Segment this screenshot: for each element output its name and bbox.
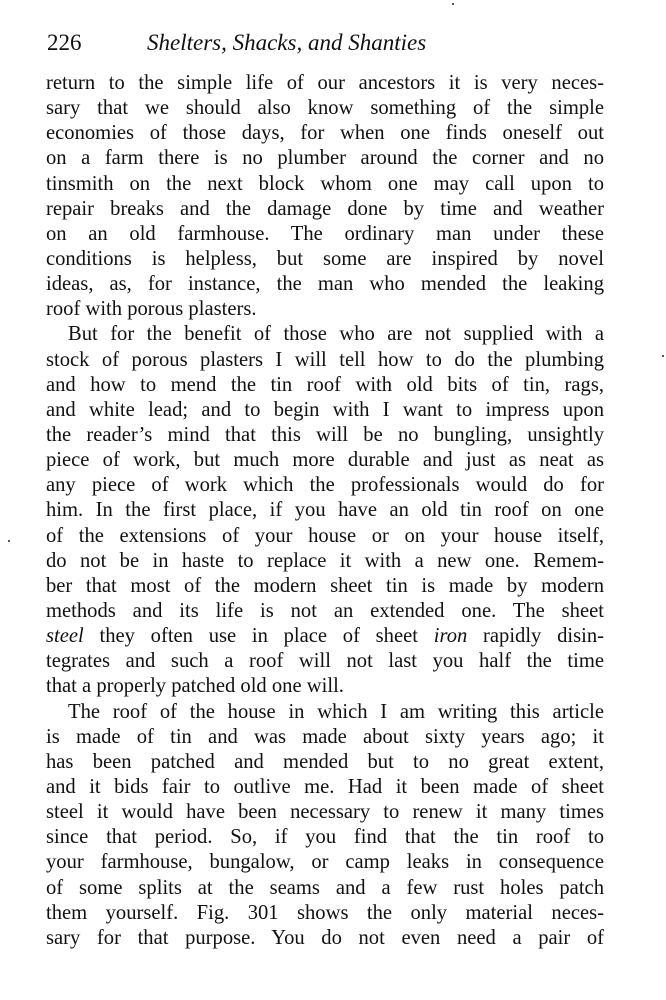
book-title: Shelters, Shacks, and Shanties [147, 30, 427, 55]
text-run: rapidly disin- [467, 625, 604, 648]
text-line: repair breaks and the damage done by time and weather [46, 197, 604, 220]
text-line: on an old farmhouse. The ordinary man under these [46, 222, 604, 245]
text-line: tegrates and such a roof will not last you half the time [46, 650, 604, 673]
text-line: and how to mend the tin roof with old bits of tin, rags, [46, 373, 604, 396]
running-head [47, 28, 607, 58]
text-line: of the extensions of your house or on your house itself, [46, 524, 604, 547]
text-line: methods and its life is not an extended one. The sheet [46, 599, 604, 622]
paragraph-3 [46, 700, 604, 951]
text-line: ideas, as, for instance, the man who mended the leaking [46, 273, 604, 296]
text-line: sary for that purpose. You do not even need a pair of [46, 926, 604, 949]
text-line: on a farm there is no plumber around the corner and no [46, 147, 604, 170]
text-line: conditions is helpless, but some are inspired by novel [46, 247, 604, 270]
text-run: they often use in place of sheet [83, 625, 434, 648]
paragraph-2 [46, 322, 604, 699]
text-line: your farmhouse, bungalow, or camp leaks in consequence [46, 851, 604, 874]
page-number: 226 [47, 30, 82, 55]
text-line: steel it would have been necessary to renew it many times [46, 801, 604, 824]
text-line: The roof of the house in which I am writing this article [68, 700, 604, 723]
text-line: since that period. So, if you find that the tin roof to [46, 826, 604, 849]
text-line: of some splits at the seams and a few rust holes patch [46, 876, 604, 899]
text-line: any piece of work which the professionals would do for [46, 474, 604, 497]
scan-speck [662, 355, 664, 357]
text-line: stock of porous plasters I will tell how to do the plumbing [46, 348, 604, 371]
text-line: them yourself. Fig. 301 shows the only material neces- [46, 901, 604, 924]
text-line: that a properly patched old one will. [46, 675, 344, 698]
text-line: and it bids fair to outlive me. Had it been made of sheet [46, 775, 604, 798]
text-line: and white lead; and to begin with I want to impress upon [46, 398, 604, 421]
text-line: ber that most of the modern sheet tin is made by modern [46, 574, 604, 597]
italic-word: steel [46, 625, 84, 648]
text-line: is made of tin and was made about sixty years ago; it [46, 725, 604, 748]
text-line: return to the simple life of our ancestors it is very neces- [46, 72, 604, 94]
text-line: has been patched and mended but to no great extent, [46, 750, 604, 773]
text-line-mixed [46, 624, 604, 649]
text-line: tinsmith on the next block whom one may call upon to [46, 172, 604, 195]
text-line: sary that we should also know something of the simple [46, 97, 604, 120]
italic-word: iron [433, 625, 468, 648]
text-line: roof with porous plasters. [46, 298, 257, 321]
text-line: do not be in haste to replace it with a new one. Remem- [46, 549, 604, 572]
body-text [46, 71, 604, 951]
scan-speck [452, 3, 454, 5]
text-line: piece of work, but much more durable and just as neat as [46, 449, 604, 472]
text-line: economies of those days, for when one finds oneself out [46, 122, 604, 145]
scan-speck [8, 540, 10, 542]
text-line: him. In the first place, if you have an old tin roof on one [46, 499, 604, 522]
text-line: But for the benefit of those who are not supplied with a [68, 323, 604, 346]
text-line: the reader’s mind that this will be no bungling, unsightly [46, 423, 604, 446]
paragraph-1 [46, 71, 604, 322]
